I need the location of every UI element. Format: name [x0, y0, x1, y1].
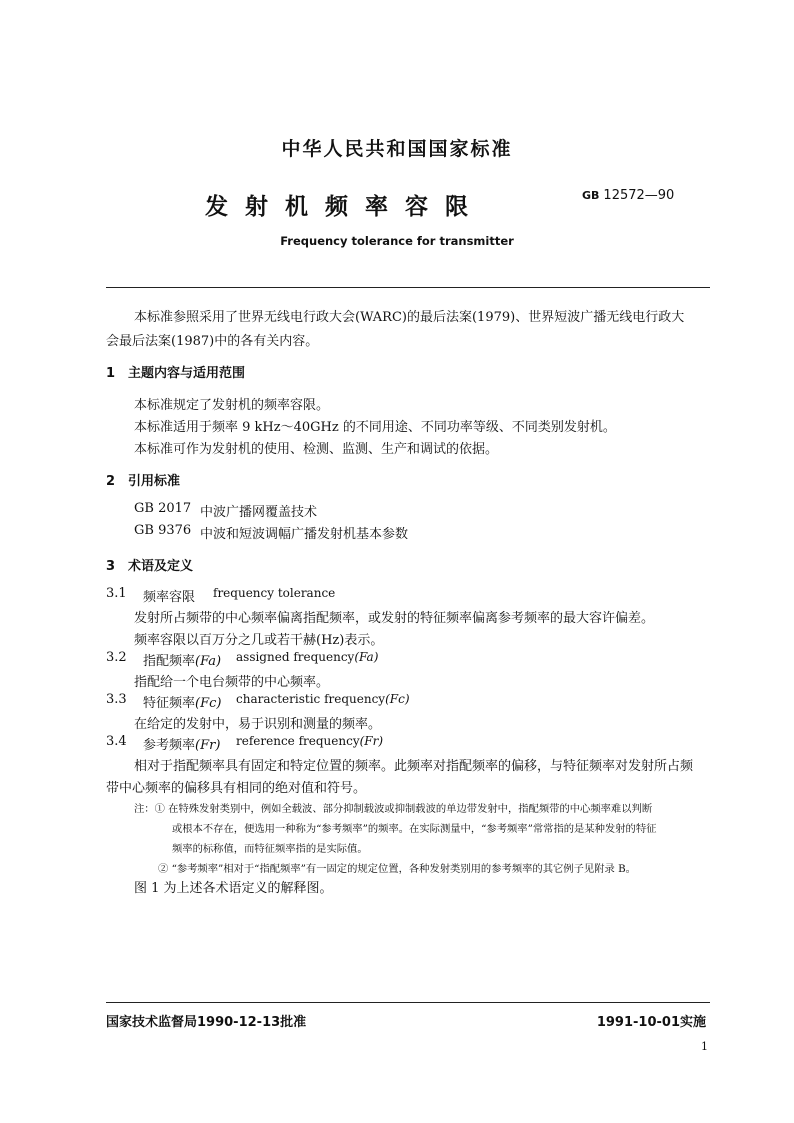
section-2-heading: 2 引用标准 — [106, 474, 181, 489]
standard-code: 12572—90 — [603, 188, 675, 203]
term-3-3-definition: 在给定的发射中，易于识别和测量的频率。 — [134, 717, 382, 732]
english-title: Frequency tolerance for transmitter — [280, 234, 514, 248]
term-3-1-chinese: 频率容限 — [143, 590, 196, 605]
document-title: 发射机频率容限 — [205, 194, 485, 220]
term-3-2-english: assigned frequency — [236, 650, 355, 664]
term-3-4-definition-1: 相对于指配频率具有固定和特定位置的频率。此频率对指配频率的偏移，与特征频率对发射所占频 — [134, 759, 694, 774]
approval-date: 国家技术监督局1990-12-13批准 — [106, 1015, 307, 1030]
term-3-4-label — [143, 734, 220, 753]
reference-1-code: GB 2017 — [134, 501, 192, 516]
standard-number — [582, 188, 674, 203]
term-3-4-english: reference frequency — [236, 734, 360, 748]
term-3-4-number: 3.4 — [106, 734, 127, 749]
term-3-1-definition-2: 频率容限以百万分之几或若干赫(Hz)表示。 — [134, 633, 384, 648]
term-3-2-label — [143, 650, 221, 669]
term-3-2-number: 3.2 — [106, 650, 127, 665]
term-3-4-english-label — [236, 734, 383, 748]
section-1-line-2: 本标准适用于频率 9 kHz～40GHz 的不同用途、不同功率等级、不同类别发射机。 — [134, 420, 616, 435]
term-3-4-definition-2: 带中心频率的偏移具有相同的绝对值和符号。 — [106, 781, 367, 796]
reference-1-title: 中波广播网覆盖技术 — [200, 505, 318, 520]
term-3-1-english: frequency tolerance — [213, 586, 336, 600]
figure-reference: 图 1 为上述各术语定义的解释图。 — [134, 881, 333, 896]
intro-line-1: 本标准参照采用了世界无线电行政大会(WARC)的最后法案(1979)、世界短波广播无线电行政大 — [134, 310, 685, 325]
page-number: 1 — [701, 1040, 708, 1053]
note-1-line-3: 频率的标称值，而特征频率指的是实际值。 — [172, 843, 368, 855]
term-3-3-english-label — [236, 692, 410, 706]
term-3-2-symbol: (Fa) — [195, 654, 222, 669]
reference-2-title: 中波和短波调幅广播发射机基本参数 — [200, 527, 409, 542]
term-3-4-symbol: (Fr) — [195, 738, 221, 753]
section-3-heading: 3 术语及定义 — [106, 559, 194, 574]
national-standard-heading: 中华人民共和国国家标准 — [281, 138, 513, 160]
term-3-2-definition: 指配给一个电台频带的中心频率。 — [134, 675, 330, 690]
intro-line-2: 会最后法案(1987)中的各有关内容。 — [106, 334, 319, 349]
term-3-4-english-symbol: (Fr) — [359, 734, 384, 748]
footer-rule — [106, 1002, 710, 1003]
implementation-date: 1991-10-01实施 — [596, 1015, 706, 1030]
term-3-3-symbol: (Fc) — [195, 696, 222, 711]
section-1-line-1: 本标准规定了发射机的频率容限。 — [134, 398, 330, 413]
term-3-2-chinese: 指配频率 — [143, 654, 196, 669]
term-3-3-number: 3.3 — [106, 692, 127, 707]
header-rule — [106, 287, 710, 288]
note-2: ② “参考频率”相对于“指配频率”有一固定的规定位置，各种发射类别用的参考频率的其它例子见附录 B。 — [158, 863, 636, 875]
note-1-line-2: 或根本不存在，便选用一种称为“参考频率”的频率。在实际测量中，“参考频率”常常指的是某种发射的特征 — [172, 823, 657, 835]
section-1-line-3: 本标准可作为发射机的使用、检测、监测、生产和调试的依据。 — [134, 442, 499, 457]
section-1-heading: 1 主题内容与适用范围 — [106, 366, 246, 381]
term-3-3-chinese: 特征频率 — [143, 696, 196, 711]
term-3-2-english-symbol: (Fa) — [354, 650, 379, 664]
term-3-3-english-symbol: (Fc) — [385, 692, 410, 706]
standard-prefix: GB — [582, 189, 600, 202]
term-3-1-definition-1: 发射所占频带的中心频率偏离指配频率，或发射的特征频率偏离参考频率的最大容许偏差。 — [134, 611, 655, 626]
term-3-2-english-label — [236, 650, 378, 664]
term-3-3-english: characteristic frequency — [236, 692, 386, 706]
reference-2-code: GB 9376 — [134, 523, 192, 538]
note-1-line-1: 注：① 在特殊发射类别中，例如全载波、部分抑制载波或抑制载波的单边带发射中，指配频带的中心频率难以判断 — [134, 803, 653, 815]
term-3-3-label — [143, 692, 221, 711]
term-3-4-chinese: 参考频率 — [143, 738, 196, 753]
term-3-1-number: 3.1 — [106, 586, 127, 601]
